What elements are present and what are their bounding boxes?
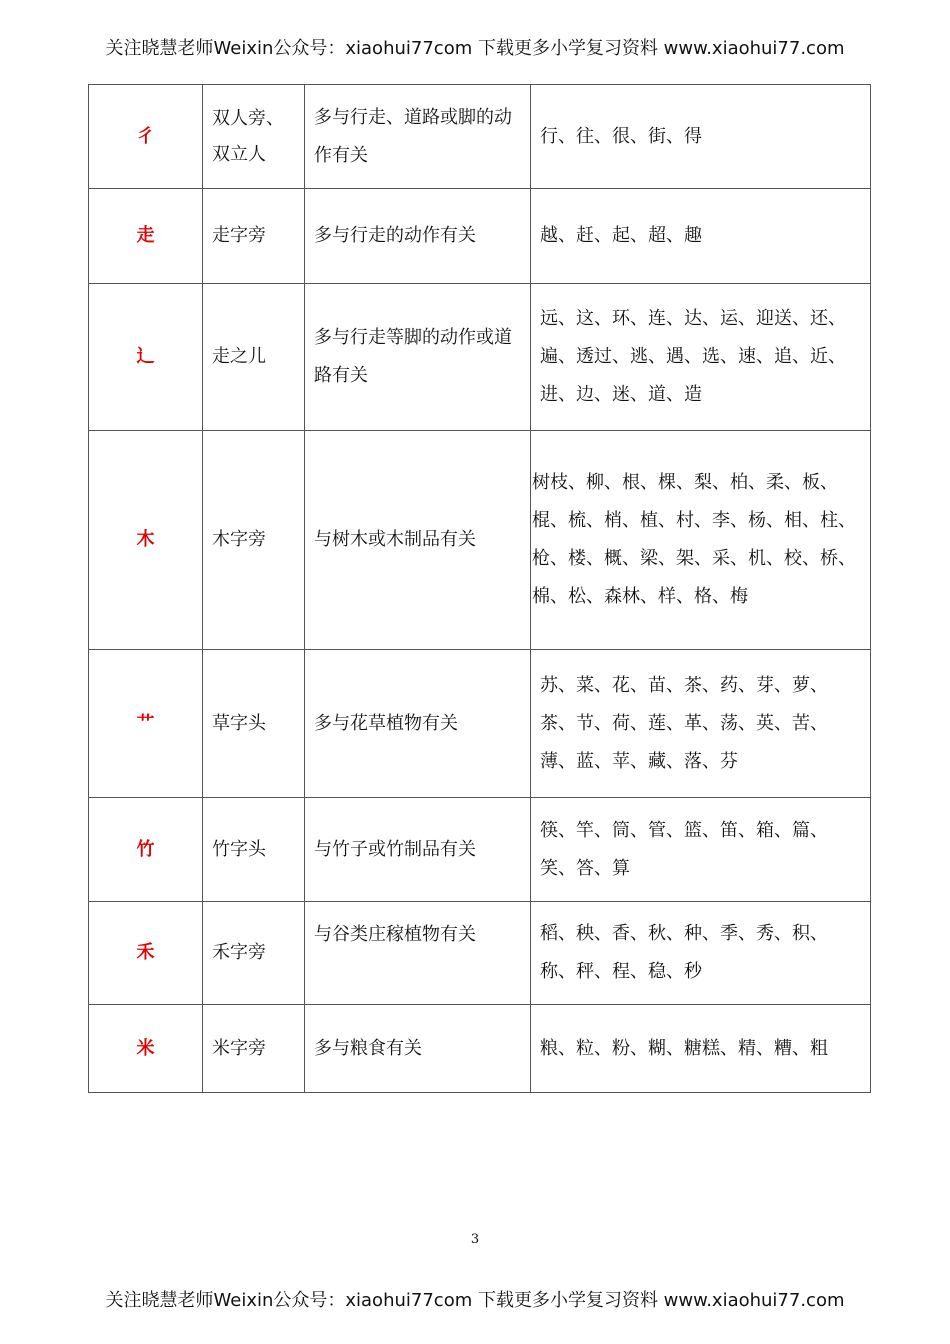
table-row xyxy=(89,798,871,902)
radical-glyph: 木 xyxy=(89,431,203,650)
radical-meaning: 与树木或木制品有关 xyxy=(305,431,531,650)
radical-glyph: 禾 xyxy=(89,902,203,1005)
radical-name: 米字旁 xyxy=(203,1005,305,1093)
radical-meaning: 多与粮食有关 xyxy=(305,1005,531,1093)
radical-glyph: 辶 xyxy=(89,284,203,431)
radical-glyph: 竹 xyxy=(89,798,203,902)
table-row xyxy=(89,650,871,798)
example-characters: 越、赶、起、超、趣 xyxy=(531,189,871,284)
radical-meaning: 多与花草植物有关 xyxy=(305,650,531,798)
table-row xyxy=(89,85,871,189)
radical-name: 草字头 xyxy=(203,650,305,798)
radical-table xyxy=(88,84,871,1093)
example-characters: 远、这、环、连、达、运、迎送、还、遍、透过、逃、遇、选、速、追、近、进、边、迷、道、造 xyxy=(531,284,871,431)
radical-glyph: 米 xyxy=(89,1005,203,1093)
radical-glyph: 彳 xyxy=(89,85,203,189)
radical-name: 双人旁、双立人 xyxy=(203,85,305,189)
radical-name: 木字旁 xyxy=(203,431,305,650)
footer-banner: 关注晓慧老师Weixin公众号：xiaohui77com 下载更多小学复习资料 www.xiaohui77.com xyxy=(105,1290,845,1311)
example-characters: 苏、菜、花、苗、茶、药、芽、萝、茶、节、荷、莲、革、荡、英、苦、薄、蓝、苹、藏、落、芬 xyxy=(531,650,871,798)
example-characters: 粮、粒、粉、糊、糖糕、精、糟、粗 xyxy=(531,1005,871,1093)
radical-name: 竹字头 xyxy=(203,798,305,902)
page-number: 3 xyxy=(470,1232,480,1247)
radical-meaning: 多与行走的动作有关 xyxy=(305,189,531,284)
radical-glyph: 走 xyxy=(89,189,203,284)
table-row xyxy=(89,902,871,1005)
table-row xyxy=(89,284,871,431)
table-row xyxy=(89,431,871,650)
radical-name: 走字旁 xyxy=(203,189,305,284)
radical-glyph: 艹 xyxy=(89,650,203,798)
example-characters: 稻、秧、香、秋、种、季、秀、积、称、秤、程、稳、秒 xyxy=(531,902,871,1005)
radical-meaning: 与谷类庄稼植物有关 xyxy=(305,902,531,1005)
header-banner: 关注晓慧老师Weixin公众号：xiaohui77com 下载更多小学复习资料 www.xiaohui77.com xyxy=(105,38,845,59)
radical-meaning: 多与行走、道路或脚的动作有关 xyxy=(305,85,531,189)
table-row xyxy=(89,189,871,284)
radical-name: 禾字旁 xyxy=(203,902,305,1005)
radical-meaning: 多与行走等脚的动作或道路有关 xyxy=(305,284,531,431)
example-characters: 行、往、很、街、得 xyxy=(531,85,871,189)
example-characters: 树枝、柳、根、棵、梨、柏、柔、板、棍、梳、梢、植、村、李、杨、相、柱、枪、楼、概、梁、架、采、机、校、桥、棉、松、森林、样、格、梅 xyxy=(531,431,871,650)
radical-name: 走之儿 xyxy=(203,284,305,431)
radical-meaning: 与竹子或竹制品有关 xyxy=(305,798,531,902)
example-characters: 筷、竿、筒、管、篮、笛、箱、篇、笑、答、算 xyxy=(531,798,871,902)
table-row xyxy=(89,1005,871,1093)
